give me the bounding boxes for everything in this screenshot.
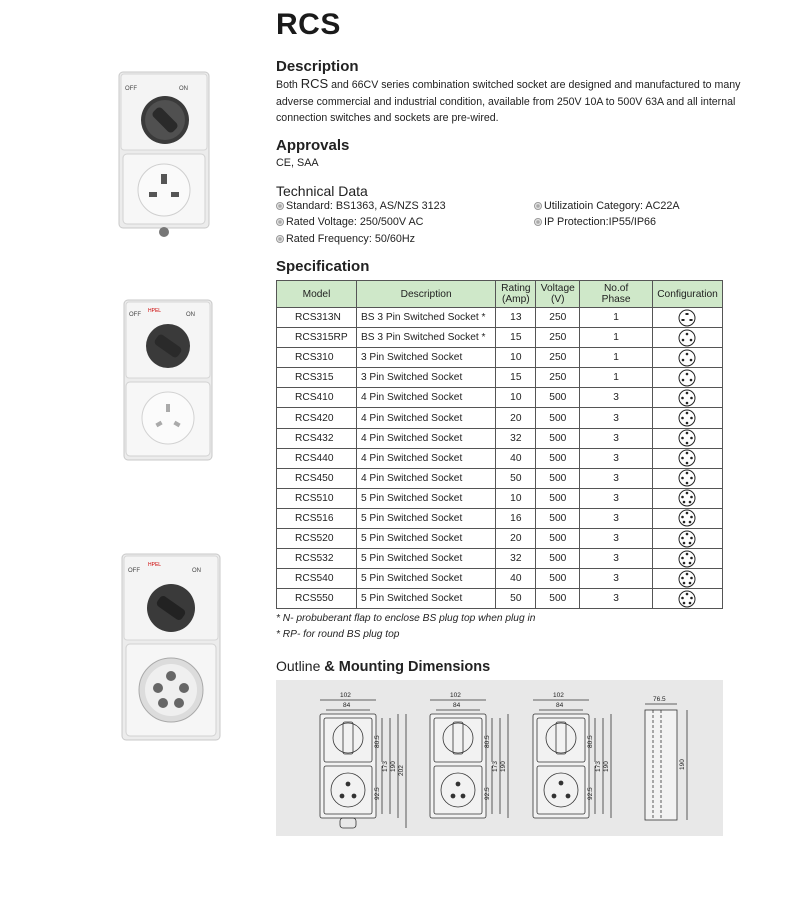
cell-voltage: 250 <box>536 328 580 348</box>
svg-text:84: 84 <box>343 702 351 709</box>
pin-configuration-icon <box>678 553 696 564</box>
cell-rating: 32 <box>496 549 536 569</box>
dimensions-panel <box>276 680 723 836</box>
svg-text:84: 84 <box>453 702 461 709</box>
svg-text:173: 173 <box>492 761 499 772</box>
pin-configuration-icon <box>678 413 696 424</box>
note-rp: * RP- for round BS plug top <box>276 629 400 640</box>
cell-model: RCS520 <box>277 529 357 549</box>
cell-voltage: 250 <box>536 308 580 328</box>
cell-voltage: 500 <box>536 508 580 528</box>
cell-phase: 3 <box>580 529 653 549</box>
product-image-5pin-socket <box>118 550 224 748</box>
tech-frequency <box>276 233 415 245</box>
cell-description: 4 Pin Switched Socket <box>356 448 495 468</box>
cell-voltage: 500 <box>536 468 580 488</box>
outline-prefix: Outline <box>276 658 325 674</box>
approvals-heading: Approvals <box>276 137 350 154</box>
cell-phase: 1 <box>580 348 653 368</box>
tech-ip-text: IP Protection:IP55/IP66 <box>544 216 657 228</box>
cell-phase: 3 <box>580 468 653 488</box>
cell-configuration <box>652 589 722 609</box>
description-text-rest: and 66CV series combination switched socket are designed and manufactured to many adverse commercial and industrial condition, available from 250V 10A to 500V 63A and all internal connection switches and sockets are pre-wired. <box>276 79 741 124</box>
cell-model: RCS516 <box>277 508 357 528</box>
cell-phase: 3 <box>580 488 653 508</box>
cell-model: RCS510 <box>277 488 357 508</box>
col-configuration: Configuration <box>652 281 722 308</box>
cell-configuration <box>652 428 722 448</box>
cell-description: 5 Pin Switched Socket <box>356 529 495 549</box>
svg-text:173: 173 <box>382 761 389 772</box>
cell-voltage: 500 <box>536 408 580 428</box>
cell-phase: 3 <box>580 388 653 408</box>
cell-description: 4 Pin Switched Socket <box>356 468 495 488</box>
cell-description: 5 Pin Switched Socket <box>356 569 495 589</box>
table-row <box>277 488 723 508</box>
pin-configuration-icon <box>678 473 696 484</box>
cell-configuration <box>652 488 722 508</box>
svg-text:80.5: 80.5 <box>484 735 491 748</box>
cell-model: RCS313N <box>277 308 357 328</box>
cell-model: RCS420 <box>277 408 357 428</box>
cell-voltage: 500 <box>536 529 580 549</box>
col-voltage: Voltage (V) <box>536 281 580 308</box>
svg-text:190: 190 <box>679 759 686 770</box>
cell-model: RCS432 <box>277 428 357 448</box>
dimension-drawings <box>276 680 723 836</box>
cell-configuration <box>652 388 722 408</box>
cell-model: RCS440 <box>277 448 357 468</box>
cell-rating: 40 <box>496 448 536 468</box>
pin-configuration-icon <box>678 594 696 605</box>
bullet-icon <box>276 202 284 210</box>
tech-frequency-text: Rated Frequency: 50/60Hz <box>286 233 416 245</box>
off-label: OFF <box>128 568 140 574</box>
svg-text:202: 202 <box>398 765 405 776</box>
svg-text:80.5: 80.5 <box>374 735 381 748</box>
pin-configuration-icon <box>678 352 696 363</box>
cell-model: RCS315RP <box>277 328 357 348</box>
pin-configuration-icon <box>678 493 696 504</box>
brand-name: RCS <box>300 76 329 91</box>
cell-phase: 1 <box>580 308 653 328</box>
cell-voltage: 500 <box>536 388 580 408</box>
cell-description: 4 Pin Switched Socket <box>356 388 495 408</box>
table-row <box>277 348 723 368</box>
cell-voltage: 500 <box>536 488 580 508</box>
specification-table <box>276 280 723 609</box>
svg-text:190: 190 <box>390 761 397 772</box>
col-description: Description <box>356 281 495 308</box>
on-label: ON <box>179 86 188 92</box>
cell-model: RCS540 <box>277 569 357 589</box>
approvals-text: CE, SAA <box>276 157 319 169</box>
svg-text:190: 190 <box>603 761 610 772</box>
cell-rating: 50 <box>496 468 536 488</box>
table-row <box>277 408 723 428</box>
cell-description: 5 Pin Switched Socket <box>356 488 495 508</box>
pin-configuration-icon <box>678 533 696 544</box>
table-row <box>277 368 723 388</box>
cell-rating: 13 <box>496 308 536 328</box>
specification-heading: Specification <box>276 258 370 275</box>
pin-configuration-icon <box>678 513 696 524</box>
tech-ip <box>534 216 656 228</box>
cell-configuration <box>652 448 722 468</box>
table-row <box>277 569 723 589</box>
cell-voltage: 500 <box>536 569 580 589</box>
cell-description: 4 Pin Switched Socket <box>356 428 495 448</box>
note-n: * N- probuberant flap to enclose BS plug top when plug in <box>276 613 536 624</box>
cell-rating: 40 <box>496 569 536 589</box>
table-row <box>277 328 723 348</box>
cell-model: RCS450 <box>277 468 357 488</box>
cell-rating: 16 <box>496 508 536 528</box>
svg-text:190: 190 <box>500 761 507 772</box>
cell-phase: 3 <box>580 448 653 468</box>
cell-configuration <box>652 408 722 428</box>
on-label: ON <box>186 312 195 318</box>
bullet-icon <box>276 235 284 243</box>
cell-configuration <box>652 569 722 589</box>
cell-phase: 3 <box>580 569 653 589</box>
cell-configuration <box>652 348 722 368</box>
bullet-icon <box>534 202 542 210</box>
cell-phase: 3 <box>580 508 653 528</box>
pin-configuration-icon <box>678 573 696 584</box>
cell-voltage: 250 <box>536 368 580 388</box>
cell-rating: 15 <box>496 328 536 348</box>
cell-phase: 1 <box>580 368 653 388</box>
brand-logo: HPEL <box>148 308 162 314</box>
cell-configuration <box>652 508 722 528</box>
cell-voltage: 250 <box>536 348 580 368</box>
svg-text:92.5: 92.5 <box>587 787 594 800</box>
col-phase: No.of Phase <box>580 281 653 308</box>
cell-description: 3 Pin Switched Socket <box>356 368 495 388</box>
table-header-row <box>277 281 723 308</box>
cell-voltage: 500 <box>536 448 580 468</box>
description-heading: Description <box>276 58 359 75</box>
pin-configuration-icon <box>678 453 696 464</box>
off-label: OFF <box>129 312 141 318</box>
product-image-bs-socket <box>115 68 215 246</box>
pin-configuration-icon <box>678 373 696 384</box>
svg-text:102: 102 <box>553 692 564 699</box>
cell-model: RCS310 <box>277 348 357 368</box>
table-row <box>277 529 723 549</box>
bullet-icon <box>276 218 284 226</box>
cell-rating: 15 <box>496 368 536 388</box>
pin-configuration-icon <box>678 433 696 444</box>
tech-utilization-text: Utilizatioin Category: AC22A <box>544 200 680 212</box>
cell-phase: 3 <box>580 589 653 609</box>
cell-rating: 20 <box>496 408 536 428</box>
col-model: Model <box>277 281 357 308</box>
cell-rating: 10 <box>496 388 536 408</box>
svg-text:92.5: 92.5 <box>374 787 381 800</box>
cell-phase: 1 <box>580 328 653 348</box>
table-row <box>277 468 723 488</box>
cell-description: BS 3 Pin Switched Socket * <box>356 308 495 328</box>
description-text-start: Both <box>276 79 301 91</box>
tech-utilization <box>534 200 680 212</box>
cell-description: 5 Pin Switched Socket <box>356 508 495 528</box>
cell-phase: 3 <box>580 428 653 448</box>
cell-model: RCS410 <box>277 388 357 408</box>
outline-bold: & Mounting Dimensions <box>324 659 491 675</box>
table-row <box>277 388 723 408</box>
tech-standard <box>276 200 446 212</box>
pin-configuration-icon <box>678 312 696 323</box>
cell-rating: 10 <box>496 348 536 368</box>
cell-rating: 20 <box>496 529 536 549</box>
cell-rating: 32 <box>496 428 536 448</box>
cell-description: 3 Pin Switched Socket <box>356 348 495 368</box>
technical-heading: Technical Data <box>276 183 368 199</box>
tech-voltage <box>276 216 423 228</box>
cell-voltage: 500 <box>536 428 580 448</box>
cell-configuration <box>652 468 722 488</box>
svg-text:84: 84 <box>556 702 564 709</box>
cell-phase: 3 <box>580 408 653 428</box>
cell-configuration <box>652 529 722 549</box>
svg-text:173: 173 <box>595 761 602 772</box>
tech-standard-text: Standard: BS1363, AS/NZS 3123 <box>286 200 446 212</box>
description-text <box>276 76 746 127</box>
cell-phase: 3 <box>580 549 653 569</box>
bullet-icon <box>534 218 542 226</box>
svg-text:76.5: 76.5 <box>653 696 666 703</box>
cell-rating: 10 <box>496 488 536 508</box>
brand-logo: HPEL <box>148 562 162 568</box>
outline-heading <box>276 658 490 675</box>
cell-voltage: 500 <box>536 589 580 609</box>
table-row <box>277 508 723 528</box>
cell-model: RCS315 <box>277 368 357 388</box>
cell-description: 5 Pin Switched Socket <box>356 589 495 609</box>
pin-configuration-icon <box>678 393 696 404</box>
cell-voltage: 500 <box>536 549 580 569</box>
svg-text:92.5: 92.5 <box>484 787 491 800</box>
cell-configuration <box>652 549 722 569</box>
page-title: RCS <box>276 8 341 41</box>
table-row <box>277 428 723 448</box>
cell-configuration <box>652 308 722 328</box>
table-row <box>277 448 723 468</box>
tech-voltage-text: Rated Voltage: 250/500V AC <box>286 216 424 228</box>
table-row <box>277 589 723 609</box>
product-image-3pin-socket <box>120 298 216 466</box>
svg-text:102: 102 <box>340 692 351 699</box>
cell-configuration <box>652 328 722 348</box>
svg-text:102: 102 <box>450 692 461 699</box>
svg-text:80.5: 80.5 <box>587 735 594 748</box>
cell-rating: 50 <box>496 589 536 609</box>
cell-model: RCS532 <box>277 549 357 569</box>
cell-description: 4 Pin Switched Socket <box>356 408 495 428</box>
cell-model: RCS550 <box>277 589 357 609</box>
cell-description: 5 Pin Switched Socket <box>356 549 495 569</box>
pin-configuration-icon <box>678 332 696 343</box>
table-row <box>277 549 723 569</box>
on-label: ON <box>192 568 201 574</box>
cell-configuration <box>652 368 722 388</box>
col-rating: Rating (Amp) <box>496 281 536 308</box>
cell-description: BS 3 Pin Switched Socket * <box>356 328 495 348</box>
off-label: OFF <box>125 86 137 92</box>
table-body <box>277 308 723 609</box>
table-row <box>277 308 723 328</box>
